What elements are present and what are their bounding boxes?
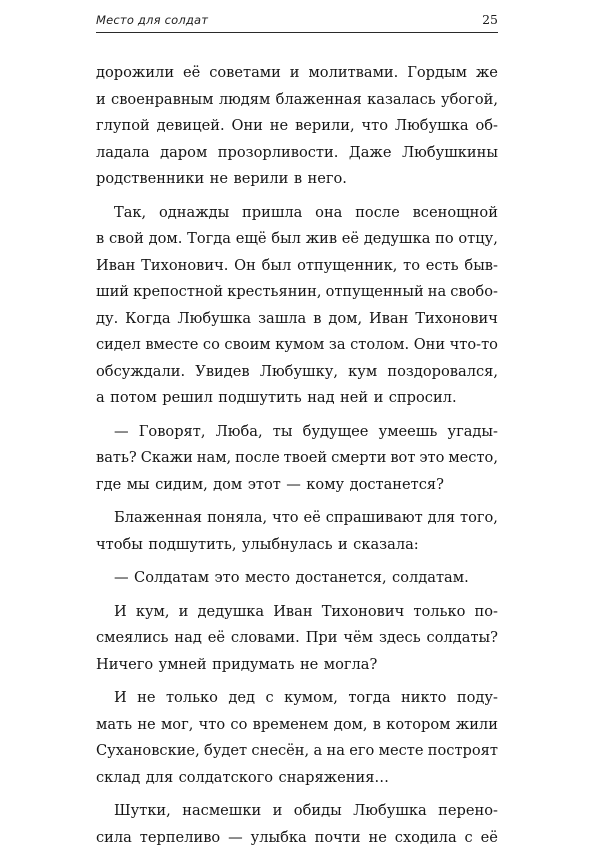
word: со xyxy=(203,332,220,359)
text-line xyxy=(96,253,498,280)
word: ший xyxy=(96,279,129,306)
word: людям xyxy=(219,87,271,114)
word: с xyxy=(265,685,273,712)
word: даром xyxy=(160,140,207,167)
running-title: Место для солдат xyxy=(96,13,208,27)
word: на xyxy=(428,279,446,306)
text-line: склад для солдатского снаряжения… xyxy=(96,765,498,792)
word: твоей xyxy=(284,445,327,472)
word: почти xyxy=(315,825,361,851)
text-line xyxy=(96,60,498,87)
text-line: а потом решил подшутить над ней и спросил. xyxy=(96,385,498,412)
word: построят xyxy=(428,738,498,765)
text-line xyxy=(96,332,498,359)
word: Шутки, xyxy=(114,798,171,825)
word: отпущенник, xyxy=(297,253,397,280)
word: обиды xyxy=(294,798,342,825)
text-line xyxy=(96,625,498,652)
word: а xyxy=(313,738,322,765)
word: пришла xyxy=(242,200,302,227)
word: сила xyxy=(96,825,132,851)
word: после xyxy=(235,445,280,472)
word: её xyxy=(208,625,225,652)
word: же xyxy=(476,60,498,87)
word: вот xyxy=(390,445,415,472)
word: — xyxy=(114,419,129,446)
word: Даже xyxy=(349,140,392,167)
word: ещё xyxy=(236,226,267,253)
word: не xyxy=(137,685,155,712)
word: Они xyxy=(231,113,262,140)
word: столом. xyxy=(350,332,409,359)
word: и xyxy=(96,87,106,114)
word: что xyxy=(199,712,226,739)
word: жив xyxy=(306,226,337,253)
word: казалась xyxy=(367,87,436,114)
word: терпеливо xyxy=(140,825,220,851)
text-line xyxy=(96,505,498,532)
text-line xyxy=(96,140,498,167)
word: советами xyxy=(209,60,281,87)
word: над xyxy=(174,625,201,652)
word: поняла, xyxy=(207,505,267,532)
word: И xyxy=(114,685,127,712)
word: верили, xyxy=(295,113,355,140)
word: будущее xyxy=(303,419,369,446)
word: жили xyxy=(456,712,498,739)
word: того, xyxy=(460,505,498,532)
word: солдаты? xyxy=(427,625,498,652)
word: то xyxy=(403,253,420,280)
word: умеешь xyxy=(379,419,438,446)
word: вместе xyxy=(145,332,198,359)
word: кум, xyxy=(136,599,170,626)
word: смеялись xyxy=(96,625,168,652)
word: и xyxy=(290,60,300,87)
word: её xyxy=(183,60,200,87)
word: Блаженная xyxy=(114,505,202,532)
word: словами. xyxy=(231,625,300,652)
word: Так, xyxy=(114,200,146,227)
word: крепостной xyxy=(133,279,223,306)
word: её xyxy=(342,226,359,253)
word: только xyxy=(166,685,218,712)
word: всенощной xyxy=(413,200,498,227)
text-line xyxy=(96,445,498,472)
word: Иван xyxy=(369,306,408,333)
word: со xyxy=(230,712,247,739)
word: её xyxy=(481,825,498,851)
word: временем xyxy=(253,712,329,739)
word: дорожили xyxy=(96,60,174,87)
word: в xyxy=(313,306,321,333)
word: тогда xyxy=(348,685,390,712)
word: не xyxy=(137,712,155,739)
word: девицей. xyxy=(157,113,225,140)
word: только xyxy=(413,599,465,626)
word: котором xyxy=(386,712,450,739)
word: дом, xyxy=(334,712,368,739)
word: глупой xyxy=(96,113,150,140)
page-number: 25 xyxy=(482,12,498,27)
word: место, xyxy=(448,445,498,472)
word: об- xyxy=(475,113,498,140)
word: прозорливости. xyxy=(218,140,339,167)
word: насмешки xyxy=(182,798,261,825)
text-line xyxy=(96,306,498,333)
word: кумом xyxy=(275,332,324,359)
word: вать? xyxy=(96,445,137,472)
text-line xyxy=(96,685,498,712)
running-header xyxy=(96,12,498,33)
text-line xyxy=(96,226,498,253)
word: При xyxy=(306,625,338,652)
word: Иван xyxy=(96,253,135,280)
text-line xyxy=(96,712,498,739)
word: за xyxy=(329,332,346,359)
word: и xyxy=(273,798,283,825)
word: поздоровался, xyxy=(387,359,498,386)
word: Гордым xyxy=(407,60,467,87)
word: дед xyxy=(228,685,255,712)
word: мать xyxy=(96,712,132,739)
word: Когда xyxy=(125,306,170,333)
word: обсуждали. xyxy=(96,359,185,386)
word: И xyxy=(114,599,127,626)
word: мог, xyxy=(161,712,193,739)
word: Сухановские, xyxy=(96,738,200,765)
word: сходила xyxy=(395,825,457,851)
text-line xyxy=(96,200,498,227)
word: что xyxy=(362,113,389,140)
word: свой xyxy=(109,226,144,253)
word: Увидев xyxy=(195,359,249,386)
word: однажды xyxy=(159,200,229,227)
word: — xyxy=(228,825,243,851)
word: по- xyxy=(474,599,497,626)
word: перено- xyxy=(438,798,498,825)
text-line xyxy=(96,419,498,446)
word: Люба, xyxy=(216,419,263,446)
word: нам, xyxy=(197,445,231,472)
word: Они xyxy=(414,332,445,359)
word: никто xyxy=(401,685,446,712)
word: ладала xyxy=(96,140,150,167)
word: Тихонович xyxy=(322,599,405,626)
word: месте xyxy=(379,738,424,765)
word: это xyxy=(419,445,444,472)
word: своенравным xyxy=(111,87,214,114)
word: молитвами. xyxy=(308,60,398,87)
word: есть xyxy=(426,253,459,280)
word: по xyxy=(435,226,454,253)
word: в xyxy=(373,712,381,739)
word: она xyxy=(315,200,342,227)
word: дом, xyxy=(328,306,362,333)
word: смерти xyxy=(331,445,386,472)
word: Тихонович. xyxy=(141,253,228,280)
word: снесён, xyxy=(251,738,309,765)
word: после xyxy=(355,200,400,227)
word: отцу, xyxy=(458,226,497,253)
word: дом. xyxy=(149,226,183,253)
word: с xyxy=(465,825,473,851)
text-line xyxy=(96,798,498,825)
word: для xyxy=(428,505,455,532)
text-line xyxy=(96,279,498,306)
word: чём xyxy=(343,625,373,652)
text-line: где мы сидим, дом этот — кому достанется? xyxy=(96,472,498,499)
word: ду. xyxy=(96,306,118,333)
text-line xyxy=(96,599,498,626)
word: будет xyxy=(204,738,247,765)
text-line: чтобы подшутить, улыбнулась и сказала: xyxy=(96,532,498,559)
word: был xyxy=(262,253,292,280)
word: в xyxy=(96,226,104,253)
word: не xyxy=(270,113,288,140)
text-line: Ничего умней придумать не могла? xyxy=(96,652,498,679)
word: ты xyxy=(273,419,293,446)
word: крестьянин, xyxy=(227,279,321,306)
word: убогой, xyxy=(441,87,498,114)
text-line xyxy=(96,113,498,140)
text-line xyxy=(96,738,498,765)
word: Любушка xyxy=(353,798,427,825)
text-line: — Солдатам это место достанется, солдатам. xyxy=(96,565,498,592)
text-line: родственники не верили в него. xyxy=(96,166,498,193)
word: угады- xyxy=(448,419,498,446)
word: поду- xyxy=(457,685,498,712)
word: свобо- xyxy=(450,279,498,306)
word: на xyxy=(326,738,344,765)
word: Говорят, xyxy=(139,419,206,446)
word: Иван xyxy=(273,599,312,626)
word: быв- xyxy=(464,253,498,280)
word: Тихонович xyxy=(415,306,498,333)
word: Любушку, xyxy=(260,359,338,386)
word: улыбка xyxy=(251,825,307,851)
word: Он xyxy=(234,253,256,280)
word: был xyxy=(271,226,301,253)
word: здесь xyxy=(379,625,421,652)
text-line xyxy=(96,87,498,114)
word: кум xyxy=(348,359,377,386)
word: блаженная xyxy=(276,87,362,114)
word: кумом, xyxy=(284,685,338,712)
word: сидел xyxy=(96,332,141,359)
word: дедушка xyxy=(364,226,431,253)
word: отпущенный xyxy=(326,279,424,306)
word: Скажи xyxy=(141,445,193,472)
word: спрашивают xyxy=(326,505,423,532)
word: Любушкины xyxy=(402,140,498,167)
word: не xyxy=(368,825,386,851)
word: Любушка xyxy=(177,306,251,333)
word: Тогда xyxy=(187,226,231,253)
word: что-то xyxy=(450,332,498,359)
word: дедушка xyxy=(198,599,265,626)
word: зашла xyxy=(258,306,306,333)
word: Любушка xyxy=(395,113,469,140)
body-text xyxy=(96,60,498,851)
word: и xyxy=(179,599,189,626)
word: его xyxy=(349,738,374,765)
word: что xyxy=(272,505,299,532)
word: своим xyxy=(224,332,270,359)
text-line xyxy=(96,825,498,851)
word: её xyxy=(304,505,321,532)
text-line xyxy=(96,359,498,386)
